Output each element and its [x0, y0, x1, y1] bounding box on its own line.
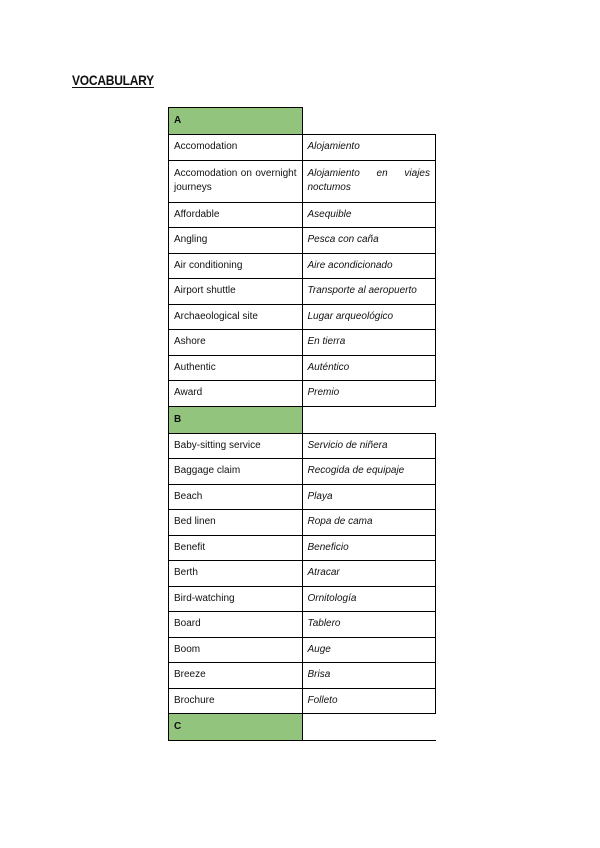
table-row: [169, 663, 436, 689]
spanish-term: Pesca con caña: [302, 228, 436, 254]
spanish-term: Playa: [302, 484, 436, 510]
spanish-term: Servicio de niñera: [302, 433, 436, 459]
spanish-term: Beneficio: [302, 535, 436, 561]
english-term: Baggage claim: [169, 459, 303, 485]
table-row: [169, 202, 436, 228]
english-term: Airport shuttle: [169, 279, 303, 305]
table-row: [169, 135, 436, 161]
table-row: [169, 253, 436, 279]
table-row: [169, 330, 436, 356]
spanish-term: Asequible: [302, 202, 436, 228]
table-row: [169, 459, 436, 485]
table-row: [169, 688, 436, 714]
english-term: Breeze: [169, 663, 303, 689]
english-term: Bed linen: [169, 510, 303, 536]
table-row: [169, 160, 436, 202]
spanish-term: Folleto: [302, 688, 436, 714]
section-letter: C: [169, 714, 303, 741]
table-row: [169, 228, 436, 254]
vocabulary-table: [168, 107, 436, 741]
section-header-b: [169, 406, 436, 433]
english-term: Accomodation: [169, 135, 303, 161]
spanish-term: Alojamiento en viajes noctumos: [307, 168, 430, 193]
spanish-term: Auge: [302, 637, 436, 663]
spanish-term: Recogida de equipaje: [302, 459, 436, 485]
english-term: Berth: [169, 561, 303, 587]
english-term: Benefit: [169, 535, 303, 561]
spanish-term: Transporte al aeropuerto: [302, 279, 436, 305]
table-row: [169, 381, 436, 407]
english-term: Award: [169, 381, 303, 407]
spanish-term: Alojamiento: [302, 135, 436, 161]
table-row: [169, 586, 436, 612]
english-term: Affordable: [169, 202, 303, 228]
table-row: [169, 535, 436, 561]
english-term: Brochure: [169, 688, 303, 714]
page-title: VOCABULARY: [72, 72, 154, 88]
spanish-term: Brisa: [302, 663, 436, 689]
english-term: Baby-sitting service: [169, 433, 303, 459]
spanish-term: Ropa de cama: [302, 510, 436, 536]
spanish-term: Atracar: [302, 561, 436, 587]
section-header-c: [169, 714, 436, 741]
spanish-term: Tablero: [302, 612, 436, 638]
spanish-term: Lugar arqueológico: [302, 304, 436, 330]
table-row: [169, 484, 436, 510]
english-term: Air conditioning: [169, 253, 303, 279]
spanish-term: En tierra: [302, 330, 436, 356]
section-header-a: [169, 108, 436, 135]
spanish-term: Aire acondicionado: [302, 253, 436, 279]
section-letter: B: [169, 406, 303, 433]
english-term: Ashore: [169, 330, 303, 356]
english-term: Beach: [169, 484, 303, 510]
table-row: [169, 279, 436, 305]
english-term: Boom: [169, 637, 303, 663]
section-letter: A: [169, 108, 303, 135]
spanish-term: Ornitología: [302, 586, 436, 612]
spanish-term: Auténtico: [302, 355, 436, 381]
table-row: [169, 612, 436, 638]
english-term: Accomodation on overnight journeys: [174, 168, 297, 193]
english-term: Board: [169, 612, 303, 638]
table-row: [169, 637, 436, 663]
table-row: [169, 510, 436, 536]
english-term: Authentic: [169, 355, 303, 381]
spanish-term: Premio: [302, 381, 436, 407]
english-term: Archaeological site: [169, 304, 303, 330]
english-term: Angling: [169, 228, 303, 254]
table-row: [169, 433, 436, 459]
table-row: [169, 355, 436, 381]
table-row: [169, 304, 436, 330]
english-term: Bird-watching: [169, 586, 303, 612]
table-row: [169, 561, 436, 587]
